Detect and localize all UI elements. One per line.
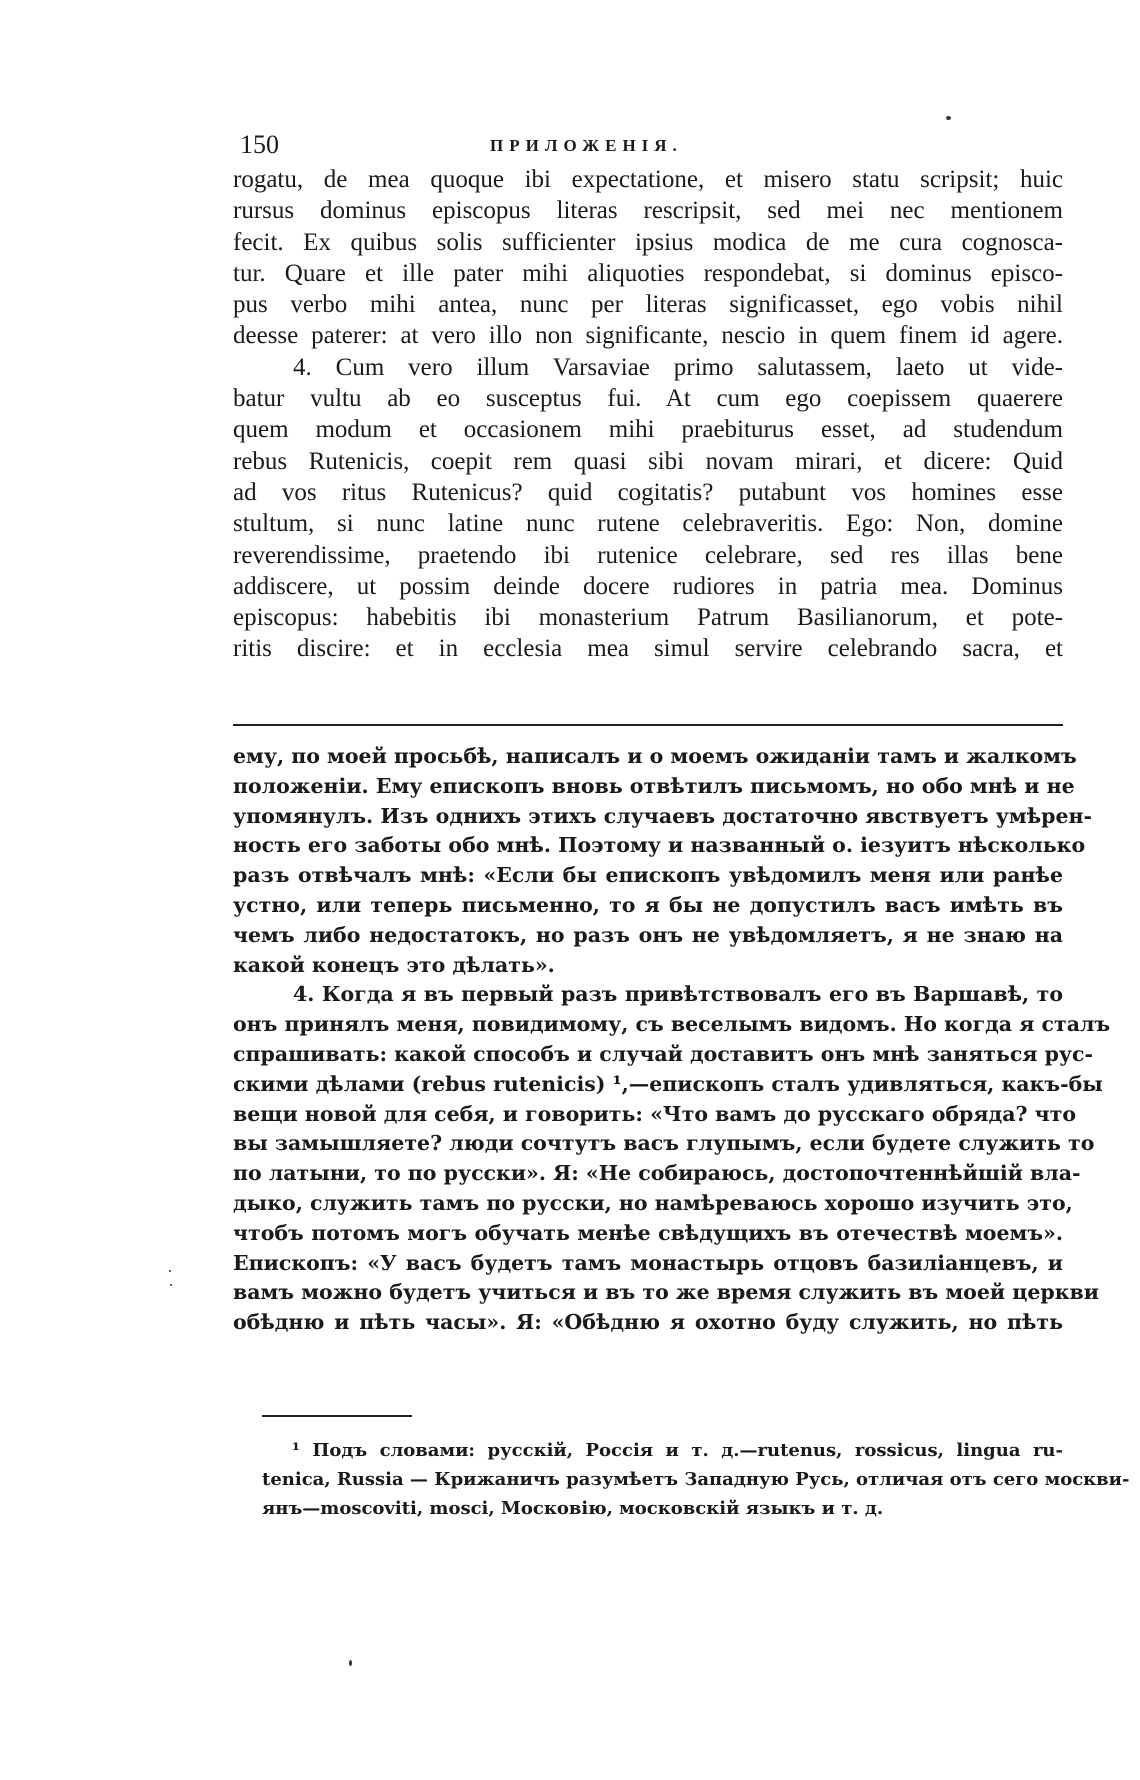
text-line: 4. Когда я въ первый разъ привѣтствовалъ его въ Варшавѣ, то [293, 982, 1063, 1007]
text-line: положеніи. Ему епископъ вновь отвѣтилъ письмомъ, но обо мнѣ и не [233, 773, 1075, 798]
footnote-line: tenica, Russia — Крижаничъ разумѣетъ Западную Русь, отличая отъ сего москви- [262, 1469, 1130, 1490]
text-line: разъ отвѣчалъ мнѣ: «Если бы епископъ увѣдомилъ меня или ранѣе [233, 863, 1063, 888]
text-line: episcopus: habebitis ibi monasterium Patrum Basilianorum, et pote- [233, 604, 1063, 632]
page-header [240, 126, 1060, 166]
page-number: 150 [240, 130, 279, 159]
text-line: вещи новой для себя, и говорить: «Что вамъ до русскаго обряда? что [233, 1101, 1077, 1126]
text-line: tur. Quare et ille pater mihi aliquoties respondebat, si dominus episco- [233, 259, 1063, 287]
russian-translation-text [233, 742, 1111, 1338]
text-line: 4. Cum vero illum Varsaviae primo salutassem, laeto ut vide- [293, 353, 1063, 381]
text-line: quem modum et occasionem mihi praebiturus esset, ad studendum [233, 416, 1063, 444]
footnote [262, 1436, 1130, 1523]
section-divider [233, 724, 1063, 726]
text-line: вамъ можно будетъ учиться и въ то же время служить въ моей церкви [233, 1280, 1099, 1305]
text-line: спрашивать: какой способъ и случай доставитъ онъ мнѣ заняться рус- [233, 1041, 1094, 1066]
text-line: rogatu, de mea quoque ibi expectatione, et misero statu scripsit; huic [233, 166, 1063, 193]
text-line: онъ принялъ меня, повидимому, съ веселымъ видомъ. Но когда я сталъ [233, 1012, 1111, 1037]
text-line: устно, или теперь письменно, то я бы не допустилъ васъ имѣть въ [233, 892, 1063, 917]
text-line: Епископъ: «У васъ будетъ тамъ монастырь отцовъ базиліанцевъ, и [233, 1250, 1063, 1275]
text-line: deesse paterer: at vero illo non significante, nescio in quem finem id agere. [233, 322, 1063, 350]
text-line: дыко, служить тамъ по русски, но намѣреваюсь хорошо изучить это, [233, 1190, 1073, 1215]
print-speck [169, 1270, 171, 1272]
text-line: pus verbo mihi antea, nunc per literas significasset, ego vobis nihil [233, 291, 1063, 319]
text-line: упомянулъ. Изъ однихъ этихъ случаевъ достаточно явствуетъ умѣрен- [233, 803, 1093, 828]
text-line: ritis discire: et in ecclesia mea simul servire celebrando sacra, et [233, 635, 1063, 663]
text-line: скими дѣлами (rebus rutenicis) ¹,—епископъ сталъ удивляться, какъ-бы [233, 1071, 1103, 1096]
text-line: обѣдню и пѣть часы». Я: «Обѣдню я охотно буду служить, но пѣть [233, 1310, 1063, 1335]
text-line: чемъ либо недостатокъ, но разъ онъ не увѣдомляетъ, я не знаю на [233, 922, 1063, 947]
text-line: по латыни, то по русски». Я: «Не собираюсь, достопочтеннѣйшій вла- [233, 1161, 1081, 1186]
print-speck [349, 1660, 352, 1666]
text-line: addiscere, ut possim deinde docere rudiores in patria mea. Dominus [233, 572, 1063, 600]
running-title: ПРИЛОЖЕНІЯ. [490, 136, 683, 155]
text-line: ность его заботы обо мнѣ. Поэтому и названный о. іезуитъ нѣсколько [233, 833, 1086, 858]
text-line: какой конецъ это дѣлать». [233, 952, 555, 977]
print-speck [170, 1284, 172, 1286]
text-line: reverendissime, praetendo ibi rutenice celebrare, sed res illas bene [233, 541, 1063, 569]
text-line: ad vos ritus Rutenicus? quid cogitatis? putabunt vos homines esse [233, 478, 1063, 506]
text-line: вы замышляете? люди сочтутъ васъ глупымъ, если будете служить то [233, 1131, 1095, 1156]
text-line: rebus Rutenicis, coepit rem quasi sibi novam mirari, et dicere: Quid [233, 447, 1063, 475]
footnote-line: ¹ Подъ словами: русскій, Россія и т. д.—rutenus, rossicus, lingua ru- [292, 1440, 1063, 1461]
latin-original-text [233, 164, 1063, 665]
text-line: ему, по моей просьбѣ, написалъ и о моемъ ожиданіи тамъ и жалкомъ [233, 744, 1077, 768]
text-line: чтобъ потомъ могъ обучать менѣе свѣдущихъ въ отечествѣ моемъ». [233, 1220, 1063, 1245]
footnote-line: янъ—moscoviti, mosci, Московію, московскій языкъ и т. д. [262, 1498, 884, 1519]
print-speck [946, 116, 951, 120]
text-line: stultum, si nunc latine nunc rutene celebraveritis. Ego: Non, domine [233, 510, 1063, 538]
text-line: fecit. Ex quibus solis sufficienter ipsius modica de me cura cognosca- [233, 228, 1063, 256]
footnote-divider [262, 1415, 412, 1417]
text-line: rursus dominus episcopus literas rescripsit, sed mei nec mentionem [233, 197, 1063, 225]
text-line: batur vultu ab eo susceptus fui. At cum ego coepissem quaerere [233, 385, 1063, 413]
